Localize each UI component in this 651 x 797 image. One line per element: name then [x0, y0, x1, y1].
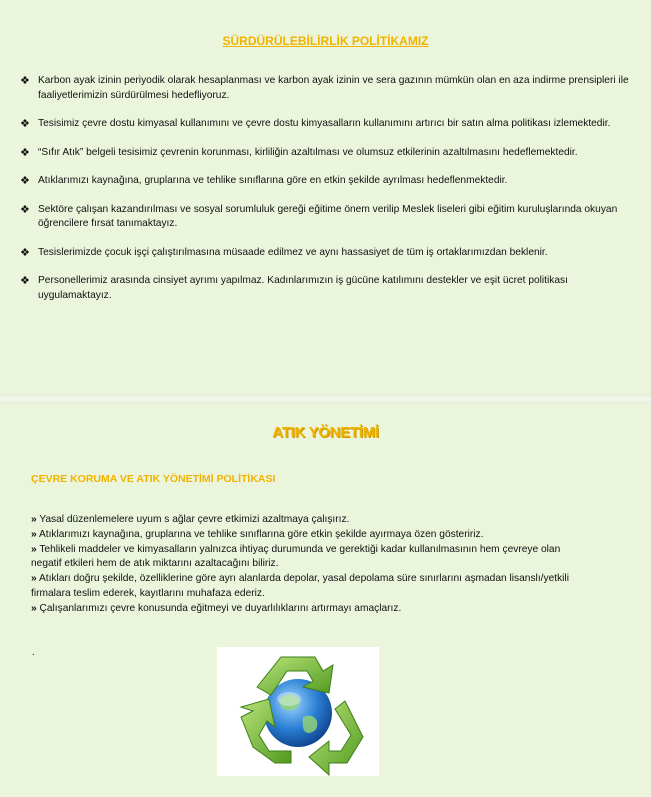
list-item	[20, 246, 631, 261]
double-arrow-icon: »	[31, 602, 37, 614]
list-item-text: Personellerimiz arasında cinsiyet ayrımı yapılmaz. Kadınlarımızın iş gücüne katılımını destekler ve eşit ücret politikası uygulamaktayız.	[38, 275, 568, 301]
diamond-bullet-icon: ❖	[20, 203, 30, 216]
double-arrow-icon: »	[31, 573, 37, 585]
slide-sustainability-policy	[0, 0, 651, 394]
list-item	[20, 274, 631, 303]
double-arrow-icon: »	[31, 514, 37, 525]
diamond-bullet-icon: ❖	[20, 246, 30, 259]
policy-line: » Atıklarımızı kaynağına, gruplarına ve tehlike sınıflarına göre etkin şekilde ayırmaya özen gösteririz.	[31, 528, 484, 540]
list-item-text: Karbon ayak izinin periyodik olarak hesaplanması ve karbon ayak izinin ve sera gazının mümkün olan en aza indirme prensipleri ile faaliyetlerimizin sürdürülmesi hedefliyoruz.	[38, 75, 629, 101]
page-title: SÜRDÜRÜLEBİLİRLİK POLİTİKAMIZ	[222, 34, 429, 48]
list-item-text: Tesislerimizde çocuk işçi çalıştırılmasına müsaade edilmez ve aynı hassasiyet de tüm iş ortaklarımızdan beklenir.	[38, 246, 548, 258]
list-item-text: Tesisimiz çevre dostu kimyasal kullanımını ve çevre dostu kimyasalların kullanımını artırıcı bir satın alma politikası izlemektedir.	[38, 118, 611, 129]
slide-waste-management	[0, 404, 651, 797]
diamond-bullet-icon: ❖	[20, 118, 30, 130]
policy-line: » Atıkları doğru şekilde, özelliklerine göre ayrı alanlarda depolar, yasal depolama süre sınırlarını aşmadan lisanslı/yetkili firmalara teslim ederek, kayıtlarını muhafaza ederiz.	[31, 573, 569, 599]
slide-divider	[0, 394, 651, 404]
policy-list	[0, 74, 651, 303]
list-item	[20, 174, 631, 189]
stray-dot: .	[32, 647, 35, 658]
list-item	[20, 74, 631, 103]
double-arrow-icon: »	[31, 528, 37, 540]
double-arrow-icon: »	[31, 543, 37, 555]
list-item	[20, 146, 631, 161]
policy-line: » Tehlikeli maddeler ve kimyasalların yalnızca ihtiyaç durumunda ve gerektiği kadar kullanılmasının hem çevreye olan negatif etkileri hem de atık miktarını azaltacağını biliriz.	[31, 543, 561, 570]
diamond-bullet-icon: ❖	[20, 75, 30, 87]
diamond-bullet-icon: ❖	[20, 175, 30, 187]
section-title: ATIK YÖNETİMİ	[272, 424, 379, 441]
list-item	[20, 203, 631, 232]
list-item-text: Sektöre çalışan kazandırılması ve sosyal sorumluluk gereği eğitime önem verilip Meslek liseleri gibi eğitim kuruluşlarında okuyan öğrencilere fırsat tanımaktayız.	[38, 203, 618, 229]
list-item-text: “Sıfır Atık” belgeli tesisimiz çevrenin korunması, kirliliğin azaltılması ve olumsuz etkilerinin azaltılmasını hedeflemektedir.	[38, 146, 578, 158]
policy-line: » Yasal düzenlemelere uyum s ağlar çevre etkimizi azaltmaya çalışırız.	[31, 514, 350, 525]
diamond-bullet-icon: ❖	[20, 146, 30, 159]
list-item	[20, 117, 631, 132]
list-item-text: Atıklarımızı kaynağına, gruplarına ve tehlike sınıflarına göre en etkin şekilde ayrılması hedeflenmektedir.	[38, 175, 508, 186]
policy-line: » Çalışanlarımızı çevre konusunda eğitmeyi ve duyarlılıklarını artırmayı amaçlarız.	[31, 602, 402, 614]
recycle-globe-icon	[217, 647, 379, 776]
waste-policy-lines	[31, 513, 651, 617]
diamond-bullet-icon: ❖	[20, 275, 30, 287]
section-subtitle: ÇEVRE KORUMA VE ATIK YÖNETİMİ POLİTİKASI	[31, 473, 276, 485]
